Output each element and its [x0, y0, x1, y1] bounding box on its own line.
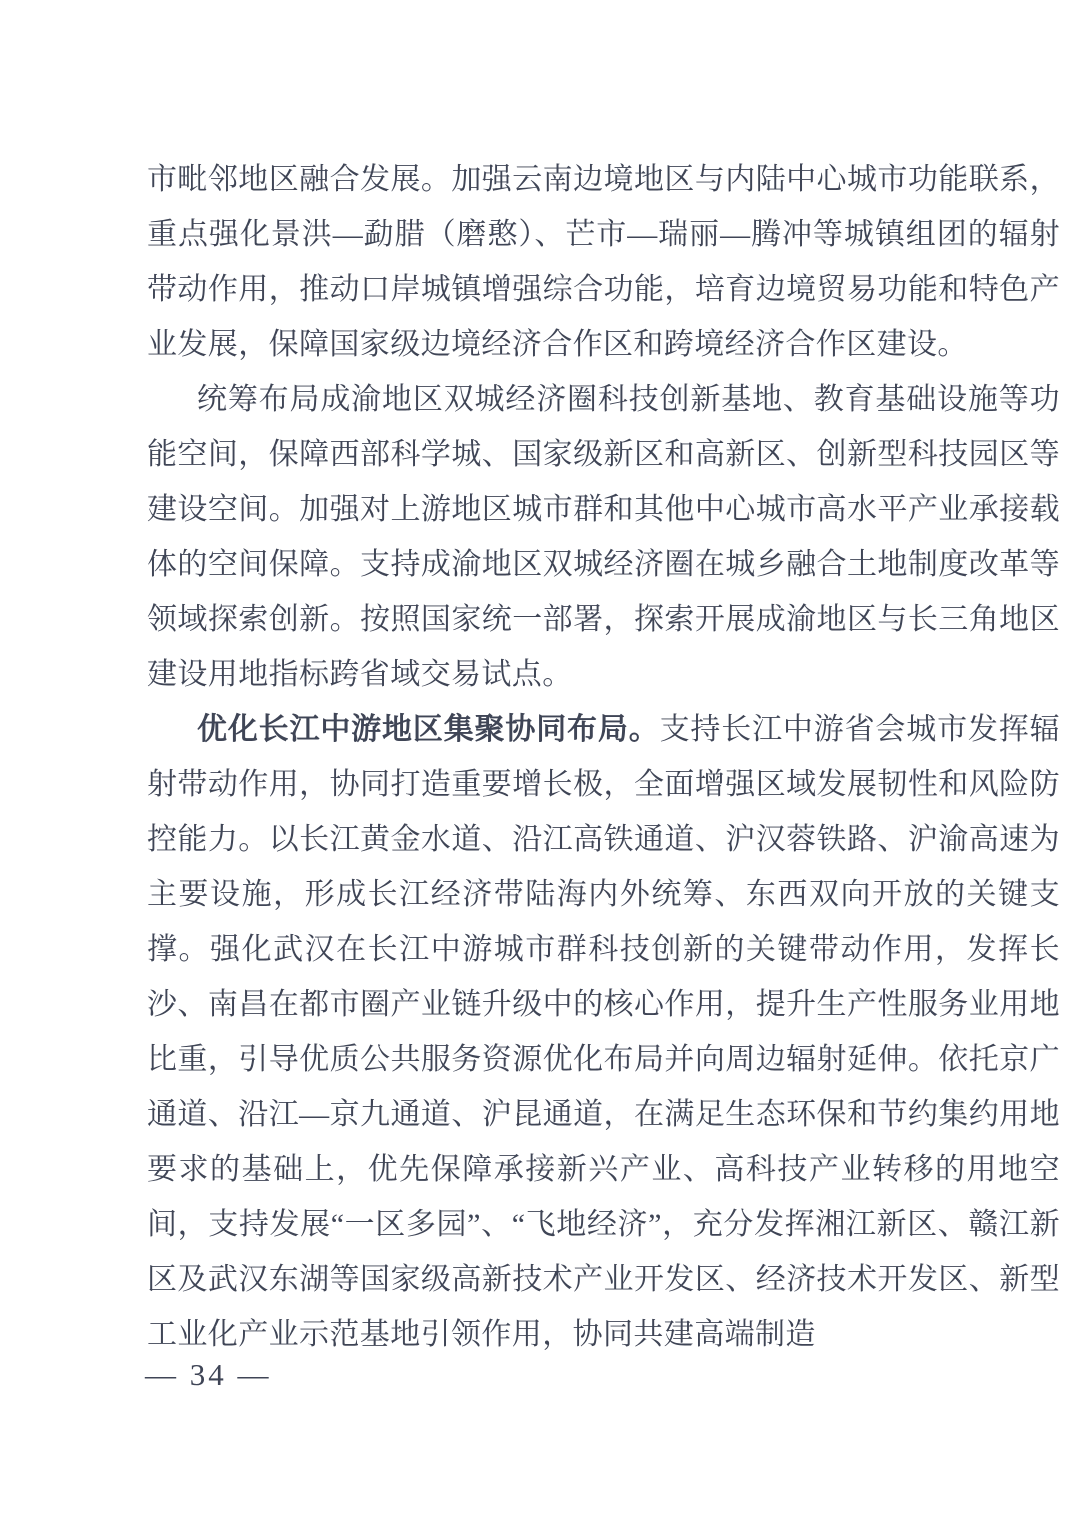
page-number: — 34 — [145, 1357, 272, 1392]
paragraph [147, 702, 1060, 1362]
document-body [147, 152, 1060, 1362]
paragraph [147, 152, 1060, 372]
paragraph-text: 统筹布局成渝地区双城经济圈科技创新基地、教育基础设施等功能空间，保障西部科学城、国家级新区和高新区、创新型科技园区等建设空间。加强对上游地区城市群和其他中心城市高水平产业承接载体的空间保障。支持成渝地区双城经济圈在城乡融合土地制度改革等领域探索创新。按照国家统一部署，探索开展成渝地区与长三角地区建设用地指标跨省域交易试点。 [147, 383, 1060, 691]
paragraph-text: 市毗邻地区融合发展。加强云南边境地区与内陆中心城市功能联系，重点强化景洪—勐腊（磨憨）、芒市—瑞丽—腾冲等城镇组团的辐射带动作用，推动口岸城镇增强综合功能，培育边境贸易功能和特色产业发展，保障国家级边境经济合作区和跨境经济合作区建设。 [147, 163, 1060, 361]
paragraph-bold-lead: 优化长江中游地区集聚协同布局。 [197, 713, 660, 746]
paragraph-text: 支持长江中游省会城市发挥辐射带动作用，协同打造重要增长极，全面增强区域发展韧性和风险防控能力。以长江黄金水道、沿江高铁通道、沪汉蓉铁路、沪渝高速为主要设施，形成长江经济带陆海内外统筹、东西双向开放的关键支撑。强化武汉在长江中游城市群科技创新的关键带动作用，发挥长沙、南昌在都市圈产业链升级中的核心作用，提升生产性服务业用地比重，引导优质公共服务资源优化布局并向周边辐射延伸。依托京广通道、沿江—京九通道、沪昆通道，在满足生态环保和节约集约用地要求的基础上，优先保障承接新兴产业、高科技产业转移的用地空间，支持发展“一区多园”、“飞地经济”，充分发挥湘江新区、赣江新区及武汉东湖等国家级高新技术产业开发区、经济技术开发区、新型工业化产业示范基地引领作用，协同共建高端制造 [147, 713, 1061, 1351]
paragraph [147, 372, 1060, 702]
